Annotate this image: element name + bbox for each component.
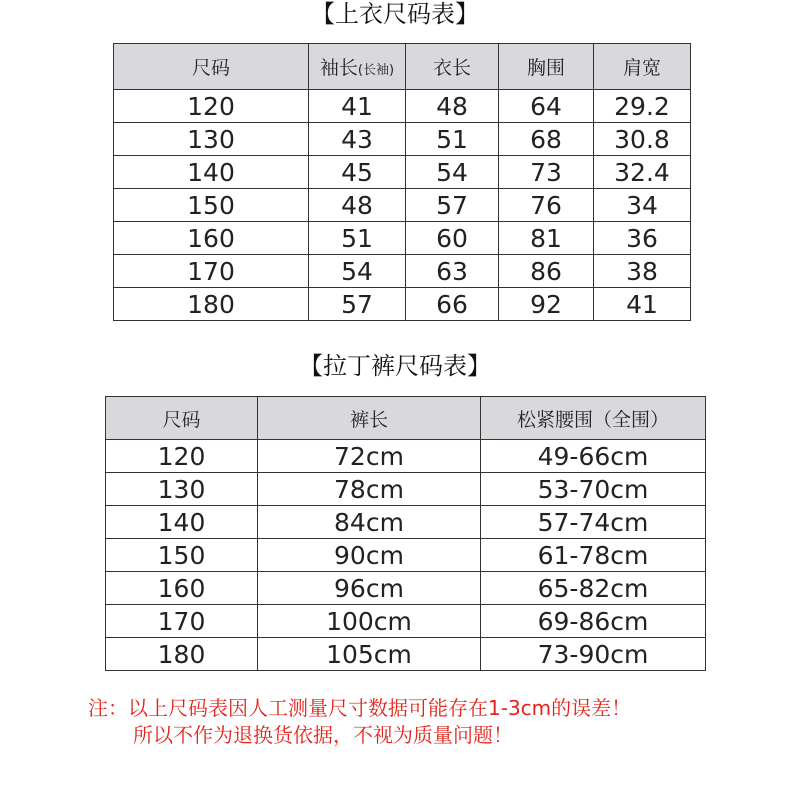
cell-size: 140 <box>114 156 309 189</box>
cell-pant-length: 90cm <box>258 539 481 572</box>
cell-sleeve: 43 <box>309 123 406 156</box>
header-waist: 松紧腰围（全围） <box>481 397 706 440</box>
cell-waist: 69-86cm <box>481 605 706 638</box>
table-row <box>114 222 691 255</box>
cell-chest: 86 <box>499 255 594 288</box>
header-sleeve-note: (长袖) <box>357 63 395 78</box>
bottom-size-table <box>105 396 706 671</box>
cell-size: 150 <box>114 189 309 222</box>
cell-size: 170 <box>114 255 309 288</box>
header-body-length: 衣长 <box>406 44 499 90</box>
table-row <box>106 605 706 638</box>
cell-sleeve: 51 <box>309 222 406 255</box>
cell-shoulder: 30.8 <box>594 123 691 156</box>
table-header-row <box>114 44 691 90</box>
cell-shoulder: 41 <box>594 288 691 321</box>
cell-waist: 73-90cm <box>481 638 706 671</box>
cell-pant-length: 105cm <box>258 638 481 671</box>
cell-length: 54 <box>406 156 499 189</box>
cell-length: 51 <box>406 123 499 156</box>
cell-pant-length: 100cm <box>258 605 481 638</box>
cell-length: 48 <box>406 90 499 123</box>
cell-shoulder: 32.4 <box>594 156 691 189</box>
cell-length: 63 <box>406 255 499 288</box>
cell-size: 170 <box>106 605 258 638</box>
cell-waist: 53-70cm <box>481 473 706 506</box>
disclaimer-line-1: 注：以上尺码表因人工测量尺寸数据可能存在1-3cm的误差！ <box>88 696 632 720</box>
cell-size: 180 <box>114 288 309 321</box>
cell-size: 130 <box>114 123 309 156</box>
header-size: 尺码 <box>106 397 258 440</box>
table-row <box>114 156 691 189</box>
cell-chest: 68 <box>499 123 594 156</box>
cell-shoulder: 38 <box>594 255 691 288</box>
cell-pant-length: 78cm <box>258 473 481 506</box>
header-shoulder: 肩宽 <box>594 44 691 90</box>
cell-length: 66 <box>406 288 499 321</box>
cell-size: 120 <box>114 90 309 123</box>
cell-pant-length: 84cm <box>258 506 481 539</box>
cell-chest: 64 <box>499 90 594 123</box>
header-sleeve-length <box>309 44 406 90</box>
table-header-row <box>106 397 706 440</box>
table-row <box>106 506 706 539</box>
cell-shoulder: 34 <box>594 189 691 222</box>
table-row <box>106 572 706 605</box>
cell-shoulder: 36 <box>594 222 691 255</box>
cell-size: 180 <box>106 638 258 671</box>
table-row <box>106 473 706 506</box>
top-size-table <box>113 43 691 321</box>
table-row <box>114 189 691 222</box>
cell-length: 57 <box>406 189 499 222</box>
table-row <box>106 638 706 671</box>
cell-sleeve: 57 <box>309 288 406 321</box>
cell-pant-length: 72cm <box>258 440 481 473</box>
header-sleeve-label: 袖长 <box>319 57 358 79</box>
cell-sleeve: 54 <box>309 255 406 288</box>
table-row <box>114 123 691 156</box>
bottom-table-title: 【拉丁裤尺码表】 <box>299 352 491 380</box>
cell-length: 60 <box>406 222 499 255</box>
cell-chest: 81 <box>499 222 594 255</box>
top-table-title: 【上衣尺码表】 <box>311 0 479 28</box>
table-row <box>106 440 706 473</box>
cell-chest: 73 <box>499 156 594 189</box>
header-size: 尺码 <box>114 44 309 90</box>
cell-waist: 49-66cm <box>481 440 706 473</box>
disclaimer-line-2: 所以不作为退换货依据，不视为质量问题！ <box>133 723 513 747</box>
cell-waist: 57-74cm <box>481 506 706 539</box>
table-row <box>114 288 691 321</box>
cell-sleeve: 48 <box>309 189 406 222</box>
cell-size: 150 <box>106 539 258 572</box>
header-chest: 胸围 <box>499 44 594 90</box>
cell-waist: 61-78cm <box>481 539 706 572</box>
cell-size: 160 <box>114 222 309 255</box>
table-row <box>106 539 706 572</box>
cell-sleeve: 41 <box>309 90 406 123</box>
table-row <box>114 90 691 123</box>
cell-size: 120 <box>106 440 258 473</box>
cell-size: 130 <box>106 473 258 506</box>
cell-size: 140 <box>106 506 258 539</box>
table-row <box>114 255 691 288</box>
cell-sleeve: 45 <box>309 156 406 189</box>
cell-shoulder: 29.2 <box>594 90 691 123</box>
header-pant-length: 裤长 <box>258 397 481 440</box>
cell-chest: 92 <box>499 288 594 321</box>
cell-size: 160 <box>106 572 258 605</box>
cell-chest: 76 <box>499 189 594 222</box>
cell-pant-length: 96cm <box>258 572 481 605</box>
cell-waist: 65-82cm <box>481 572 706 605</box>
